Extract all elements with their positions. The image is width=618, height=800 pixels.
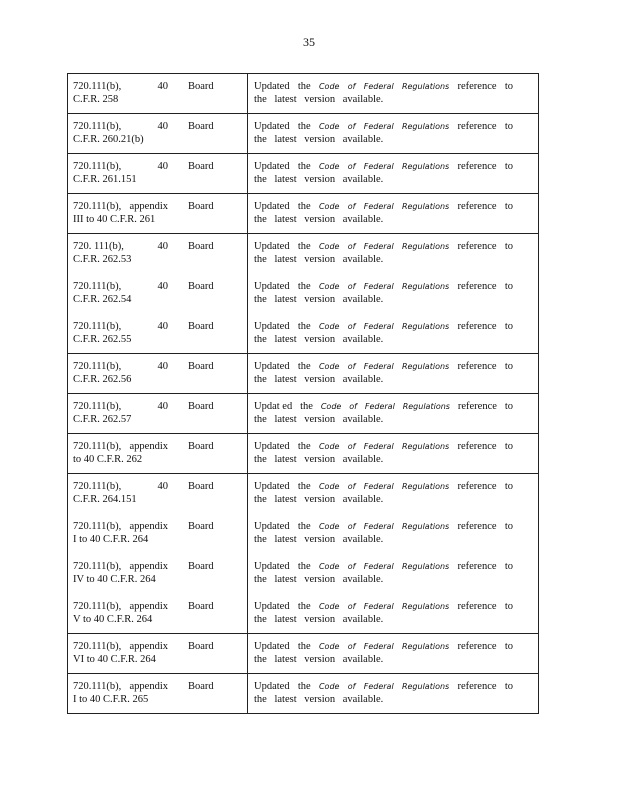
section-text: 40 <box>157 361 168 372</box>
purpose-cell <box>248 194 539 234</box>
table-row <box>68 434 539 474</box>
purpose-italic-word: of <box>347 242 356 251</box>
purpose-line: the latest version available. <box>254 94 384 105</box>
section-text: 720.111(b), <box>73 201 122 212</box>
purpose-italic-word: Code <box>320 402 342 411</box>
section-text: C.F.R. 261.151 <box>73 174 137 185</box>
section-text: C.F.R. 262.53 <box>73 254 132 265</box>
purpose-word: to <box>504 241 513 252</box>
section-text: 40 <box>157 280 168 292</box>
purpose-italic-word: Regulations <box>401 601 450 611</box>
purpose-word: Updated <box>254 481 290 492</box>
section-text: 720.111(b), <box>73 320 122 332</box>
source-text: Board <box>188 121 214 132</box>
purpose-cell <box>248 114 539 154</box>
purpose-italic-word: of <box>347 202 356 211</box>
table-row <box>68 354 539 394</box>
table-row <box>68 594 539 634</box>
source-text: Board <box>188 320 214 332</box>
section-text: appendix <box>129 560 168 572</box>
purpose-line: the latest version available. <box>254 374 384 385</box>
purpose-word: Updated <box>254 361 290 372</box>
purpose-word: to <box>504 401 513 412</box>
table-row <box>68 114 539 154</box>
section-text: appendix <box>129 520 168 532</box>
table-row <box>68 74 539 114</box>
section-text: I to 40 C.F.R. 264 <box>73 533 149 545</box>
purpose-cell <box>248 354 539 394</box>
section-text: 720.111(b), <box>73 401 122 412</box>
section-cell <box>68 434 248 474</box>
purpose-italic-word: Federal <box>363 601 394 611</box>
purpose-line: the latest version available. <box>254 254 384 265</box>
section-cell <box>68 674 248 714</box>
section-text: 40 <box>157 81 168 92</box>
purpose-italic-word: Code <box>318 642 340 651</box>
section-text: 40 <box>157 401 168 412</box>
purpose-italic-word: Federal <box>363 321 394 331</box>
purpose-italic-word: Federal <box>364 402 395 411</box>
purpose-italic-word: of <box>347 682 356 691</box>
purpose-italic-word: Regulations <box>401 362 450 371</box>
purpose-word: Updated <box>254 161 290 172</box>
purpose-italic-word: Code <box>318 601 340 611</box>
purpose-word: reference <box>457 441 497 452</box>
source-text: Board <box>188 361 214 372</box>
purpose-italic-word: of <box>347 82 356 91</box>
purpose-word: to <box>504 560 513 572</box>
purpose-line: the latest version available. <box>254 533 384 545</box>
purpose-cell <box>248 394 539 434</box>
source-text: Board <box>188 401 214 412</box>
purpose-word: to <box>504 81 513 92</box>
section-cell <box>68 154 248 194</box>
purpose-word: to <box>504 600 513 612</box>
section-text: 720.111(b), <box>73 441 122 452</box>
purpose-word: the <box>297 280 311 292</box>
page-number: 35 <box>303 35 315 49</box>
purpose-word: the <box>297 320 311 332</box>
section-cell <box>68 554 248 594</box>
section-text: IV to 40 C.F.R. 264 <box>73 573 156 585</box>
purpose-word: the <box>300 401 313 412</box>
section-cell <box>68 114 248 154</box>
section-text: appendix <box>129 681 168 692</box>
table-body <box>68 74 539 714</box>
purpose-line: the latest version available. <box>254 174 384 185</box>
purpose-italic-word: Federal <box>363 162 394 171</box>
section-text: V to 40 C.F.R. 264 <box>73 613 153 625</box>
purpose-italic-word: Regulations <box>401 122 450 131</box>
purpose-cell <box>248 674 539 714</box>
section-cell <box>68 594 248 634</box>
section-cell <box>68 314 248 354</box>
source-text: Board <box>188 241 214 252</box>
purpose-italic-word: Code <box>318 561 340 571</box>
purpose-word: reference <box>457 241 497 252</box>
purpose-word: to <box>504 161 513 172</box>
purpose-word: the <box>297 241 311 252</box>
section-text: 720.111(b), <box>73 520 122 532</box>
purpose-italic-word: of <box>347 162 356 171</box>
table-row <box>68 554 539 594</box>
purpose-word: the <box>297 361 311 372</box>
section-text: 720.111(b), <box>73 681 122 692</box>
purpose-italic-word: Federal <box>363 642 394 651</box>
purpose-word: Updated <box>254 81 290 92</box>
purpose-word: Updat ed <box>254 401 293 412</box>
purpose-italic-word: Regulations <box>401 281 450 291</box>
section-text: 720.111(b), <box>73 161 122 172</box>
purpose-italic-word: Regulations <box>401 242 450 251</box>
purpose-word: the <box>297 560 311 572</box>
purpose-line: the latest version available. <box>254 454 384 465</box>
purpose-italic-word: Federal <box>363 561 394 571</box>
table-row <box>68 194 539 234</box>
section-text: C.F.R. 260.21(b) <box>73 134 144 145</box>
purpose-line: the latest version available. <box>254 333 384 345</box>
table-row <box>68 674 539 714</box>
table-row <box>68 154 539 194</box>
section-text: 40 <box>157 241 168 252</box>
purpose-italic-word: of <box>347 362 356 371</box>
source-text: Board <box>188 681 214 692</box>
section-text: appendix <box>129 641 168 652</box>
purpose-italic-word: Regulations <box>401 521 450 531</box>
section-cell <box>68 634 248 674</box>
table-row <box>68 314 539 354</box>
section-text: III to 40 C.F.R. 261 <box>73 214 156 225</box>
section-text: 720. 111(b), <box>73 241 124 252</box>
purpose-italic-word: of <box>347 561 356 571</box>
purpose-word: to <box>504 641 513 652</box>
purpose-line: the latest version available. <box>254 134 384 145</box>
purpose-word: reference <box>457 81 497 92</box>
purpose-word: to <box>504 681 513 692</box>
source-text: Board <box>188 280 214 292</box>
purpose-line: the latest version available. <box>254 694 384 705</box>
purpose-italic-word: Federal <box>363 82 394 91</box>
purpose-cell <box>248 434 539 474</box>
purpose-italic-word: Regulations <box>401 442 450 451</box>
purpose-word: Updated <box>254 201 290 212</box>
purpose-word: the <box>297 600 311 612</box>
purpose-italic-word: Federal <box>363 482 394 491</box>
purpose-cell <box>248 634 539 674</box>
source-text: Board <box>188 481 214 492</box>
table-row <box>68 634 539 674</box>
table-row <box>68 394 539 434</box>
purpose-italic-word: Regulations <box>401 682 450 691</box>
purpose-italic-word: Code <box>318 82 340 91</box>
section-text: to 40 C.F.R. 262 <box>73 454 143 465</box>
purpose-word: Updated <box>254 121 290 132</box>
section-text: 720.111(b), <box>73 600 122 612</box>
section-cell <box>68 74 248 114</box>
purpose-italic-word: Federal <box>363 281 394 291</box>
purpose-italic-word: of <box>347 482 356 491</box>
purpose-italic-word: Code <box>318 242 340 251</box>
section-text: C.F.R. 262.54 <box>73 293 132 305</box>
section-text: C.F.R. 262.55 <box>73 333 132 345</box>
source-text: Board <box>188 161 214 172</box>
purpose-italic-word: Federal <box>363 202 394 211</box>
section-text: appendix <box>129 201 168 212</box>
purpose-word: reference <box>457 201 497 212</box>
purpose-cell <box>248 234 539 274</box>
table-row <box>68 474 539 514</box>
purpose-word: the <box>297 520 311 532</box>
purpose-word: the <box>297 201 311 212</box>
section-text: C.F.R. 264.151 <box>73 494 137 505</box>
purpose-word: to <box>504 201 513 212</box>
section-text: 720.111(b), <box>73 481 122 492</box>
purpose-italic-word: Code <box>318 482 340 491</box>
section-text: 720.111(b), <box>73 280 122 292</box>
purpose-word: reference <box>457 600 497 612</box>
purpose-word: reference <box>457 161 497 172</box>
purpose-italic-word: Code <box>318 321 340 331</box>
purpose-word: Updated <box>254 641 290 652</box>
section-text: 40 <box>157 161 168 172</box>
purpose-italic-word: Federal <box>363 242 394 251</box>
purpose-word: the <box>297 81 311 92</box>
purpose-word: the <box>297 681 311 692</box>
purpose-word: to <box>504 121 513 132</box>
purpose-italic-word: Code <box>318 442 340 451</box>
purpose-line: the latest version available. <box>254 573 384 585</box>
section-cell <box>68 234 248 274</box>
purpose-italic-word: of <box>347 601 356 611</box>
purpose-word: Updated <box>254 681 290 692</box>
section-text: 720.111(b), <box>73 81 122 92</box>
purpose-word: reference <box>457 280 497 292</box>
purpose-italic-word: Federal <box>363 442 394 451</box>
purpose-italic-word: Regulations <box>401 482 450 491</box>
section-text: 720.111(b), <box>73 641 122 652</box>
purpose-italic-word: Federal <box>363 521 394 531</box>
purpose-italic-word: of <box>347 122 356 131</box>
purpose-word: to <box>504 520 513 532</box>
purpose-word: to <box>504 441 513 452</box>
purpose-cell <box>248 594 539 634</box>
purpose-word: reference <box>457 121 497 132</box>
purpose-cell <box>248 554 539 594</box>
purpose-italic-word: Federal <box>363 362 394 371</box>
purpose-italic-word: Code <box>318 362 340 371</box>
purpose-word: to <box>504 280 513 292</box>
section-text: C.F.R. 262.57 <box>73 414 132 425</box>
purpose-word: the <box>297 161 311 172</box>
purpose-word: reference <box>457 361 497 372</box>
purpose-word: the <box>297 641 311 652</box>
section-text: 40 <box>157 481 168 492</box>
section-cell <box>68 514 248 554</box>
purpose-word: Updated <box>254 280 290 292</box>
purpose-italic-word: of <box>349 402 357 411</box>
purpose-word: Updated <box>254 441 290 452</box>
purpose-word: the <box>297 481 311 492</box>
purpose-italic-word: Code <box>318 281 340 291</box>
section-cell <box>68 194 248 234</box>
regulation-table <box>67 73 539 714</box>
purpose-word: reference <box>457 681 497 692</box>
purpose-word: Updated <box>254 560 290 572</box>
source-text: Board <box>188 441 214 452</box>
purpose-word: to <box>504 320 513 332</box>
purpose-italic-word: Federal <box>363 682 394 691</box>
purpose-italic-word: of <box>347 442 356 451</box>
purpose-italic-word: of <box>347 281 356 291</box>
section-text: 720.111(b), <box>73 121 122 132</box>
purpose-cell <box>248 274 539 314</box>
purpose-cell <box>248 74 539 114</box>
section-text: 40 <box>157 121 168 132</box>
purpose-cell <box>248 514 539 554</box>
purpose-line: the latest version available. <box>254 214 384 225</box>
source-text: Board <box>188 600 214 612</box>
purpose-line: the latest version available. <box>254 613 384 625</box>
section-text: VI to 40 C.F.R. 264 <box>73 654 156 665</box>
purpose-word: Updated <box>254 241 290 252</box>
section-text: appendix <box>129 441 168 452</box>
section-text: I to 40 C.F.R. 265 <box>73 694 149 705</box>
source-text: Board <box>188 641 214 652</box>
section-text: 720.111(b), <box>73 560 122 572</box>
purpose-word: to <box>504 361 513 372</box>
purpose-word: Updated <box>254 520 290 532</box>
purpose-word: the <box>297 441 311 452</box>
purpose-word: the <box>297 121 311 132</box>
purpose-word: reference <box>457 641 497 652</box>
purpose-italic-word: Code <box>318 162 340 171</box>
section-text: appendix <box>129 600 168 612</box>
table-row <box>68 514 539 554</box>
purpose-line: the latest version available. <box>254 494 384 505</box>
section-text: C.F.R. 258 <box>73 94 119 105</box>
purpose-cell <box>248 154 539 194</box>
purpose-word: reference <box>457 520 497 532</box>
purpose-italic-word: Code <box>318 202 340 211</box>
section-cell <box>68 394 248 434</box>
section-cell <box>68 474 248 514</box>
purpose-italic-word: Regulations <box>401 82 450 91</box>
purpose-italic-word: Code <box>318 521 340 531</box>
purpose-word: Updated <box>254 600 290 612</box>
purpose-word: reference <box>457 320 497 332</box>
purpose-italic-word: Code <box>318 122 340 131</box>
source-text: Board <box>188 81 214 92</box>
purpose-line: the latest version available. <box>254 414 384 425</box>
purpose-word: Updated <box>254 320 290 332</box>
purpose-italic-word: Code <box>318 682 340 691</box>
purpose-line: the latest version available. <box>254 654 384 665</box>
purpose-italic-word: of <box>347 321 356 331</box>
source-text: Board <box>188 520 214 532</box>
purpose-word: reference <box>457 560 497 572</box>
purpose-italic-word: of <box>347 642 356 651</box>
purpose-italic-word: Regulations <box>401 202 450 211</box>
purpose-word: reference <box>457 481 497 492</box>
source-text: Board <box>188 560 214 572</box>
purpose-cell <box>248 474 539 514</box>
purpose-word: reference <box>457 401 497 412</box>
purpose-italic-word: Regulations <box>402 402 450 411</box>
section-cell <box>68 274 248 314</box>
purpose-italic-word: Regulations <box>401 561 450 571</box>
purpose-italic-word: Regulations <box>401 642 450 651</box>
section-text: 720.111(b), <box>73 361 122 372</box>
purpose-cell <box>248 314 539 354</box>
purpose-word: to <box>504 481 513 492</box>
section-text: 40 <box>157 320 168 332</box>
purpose-italic-word: Federal <box>363 122 394 131</box>
table-row <box>68 234 539 274</box>
purpose-italic-word: of <box>347 521 356 531</box>
table-row <box>68 274 539 314</box>
purpose-italic-word: Regulations <box>401 162 450 171</box>
source-text: Board <box>188 201 214 212</box>
section-text: C.F.R. 262.56 <box>73 374 132 385</box>
purpose-italic-word: Regulations <box>401 321 450 331</box>
purpose-line: the latest version available. <box>254 293 384 305</box>
section-cell <box>68 354 248 394</box>
